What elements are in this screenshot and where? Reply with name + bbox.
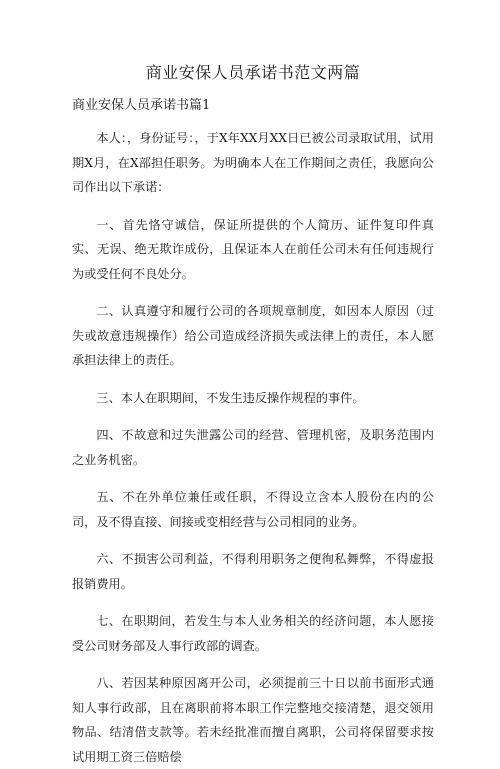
pledge-item-7: 七、在职期间，若发生与本人业务相关的经济问题，本人愿接受公司财务部及人事行政部的调查。	[72, 614, 434, 653]
document-title: 商业安保人员承诺书范文两篇	[145, 63, 361, 82]
pledge-item-3: 三、本人在职期间，不发生违反操作规程的事件。	[96, 390, 365, 405]
section-heading: 商业安保人员承诺书篇1	[72, 98, 211, 113]
pledge-item-1: 一、首先恪守诚信，保证所提供的个人简历、证件复印件真实、无误、绝无欺诈成份，且保证本人在前任公司未有任何违规行为或受任何不良处分。	[72, 217, 434, 281]
pledge-item-4: 四、不故意和过失泄露公司的经营、管理机密，及职务范围内之业务机密。	[72, 428, 434, 467]
pledge-item-2: 二、认真遵守和履行公司的各项规章制度，如因本人原因（过失或故意违规操作）给公司造成经济损失或法律上的责任，本人愿承担法律上的责任。	[72, 304, 434, 367]
pledge-item-8: 八、若因某种原因离开公司，必须提前三十日以前书面形式通知人事行政部，且在离职前将本职工作完整地交接清楚，退交领用物品、结清借支款等。若未经批准而擅自离职，公司将保留要求按试用期工资三倍赔偿	[72, 676, 434, 764]
pledge-item-5: 五、不在外单位兼任或任职，不得设立含本人股份在内的公司，及不得直接、间接或变相经营与公司相同的业务。	[72, 490, 434, 529]
intro-paragraph: 本人：，身份证号：，于X年XX月XX日已被公司录取试用，试用期X月，在X部担任职务。为明确本人在工作期间之责任，我愿向公司作出以下承诺：	[72, 131, 434, 194]
pledge-item-6: 六、不损害公司利益，不得利用职务之便徇私舞弊，不得虚报报销费用。	[72, 552, 434, 591]
